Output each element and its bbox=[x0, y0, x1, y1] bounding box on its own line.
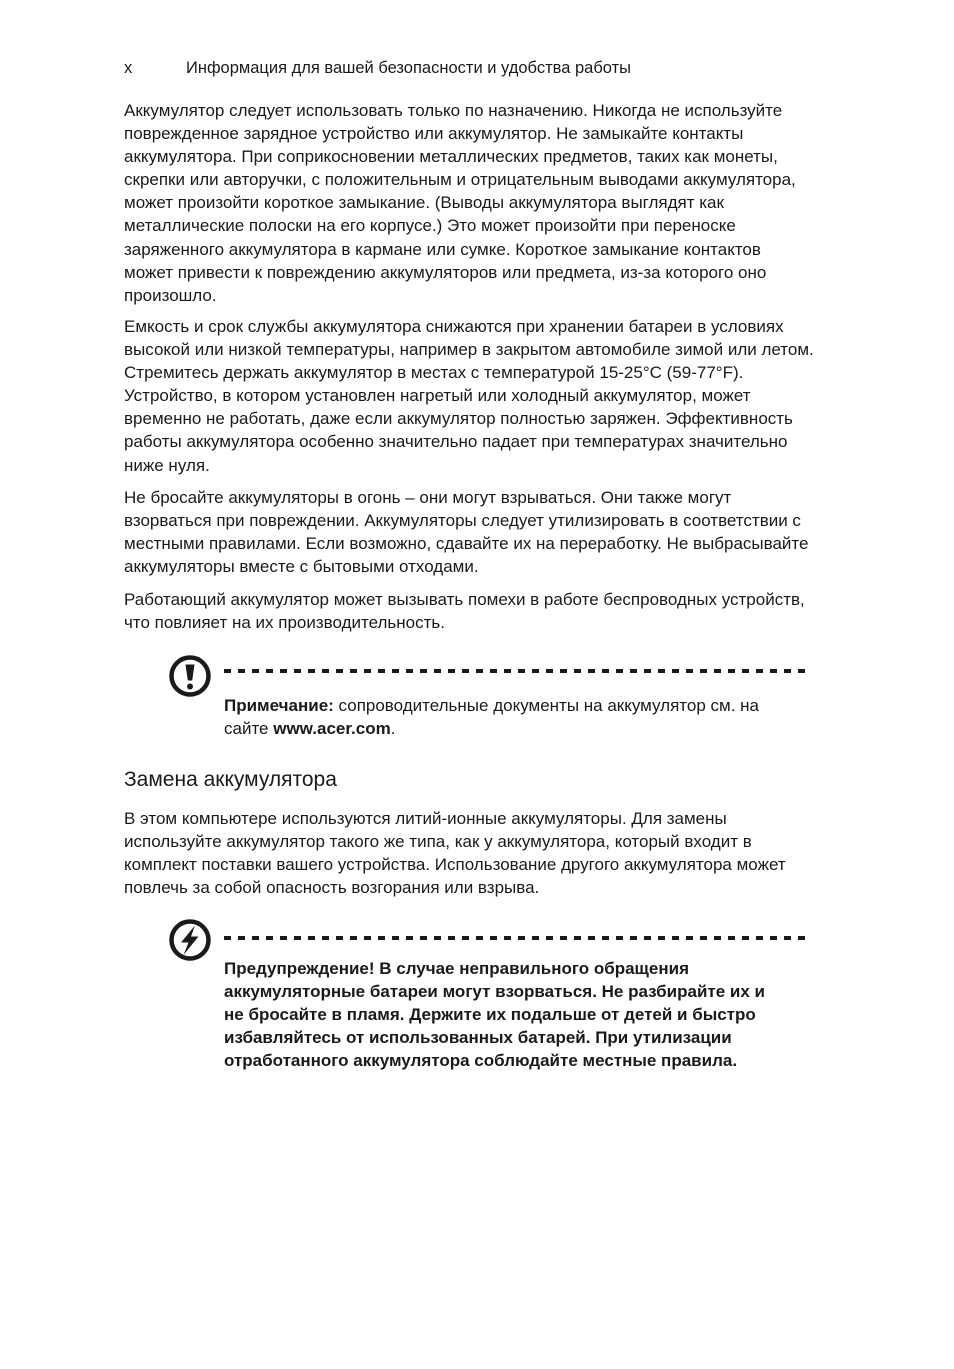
warning-text: Предупреждение! В случае неправильного обращения аккумуляторные батареи могут взорваться. Не разбирайте их и не бросайте в пламя. Держите их подальше от детей и быстро избавляйтесь от использованных батарей. При утилизации отработанного аккумулятора соблюдайте местные правила. bbox=[224, 959, 765, 1071]
note-label: Примечание: bbox=[224, 696, 334, 715]
lightning-bolt-circle-icon bbox=[168, 918, 212, 962]
paragraph-disposal: Не бросайте аккумуляторы в огонь – они могут взрываться. Они также могут взорваться при повреждении. Аккумуляторы следует утилизировать в соответствии с местными правилами. Если возможно, сдавайте их на переработку. Не выбрасывайте аккумуляторы вместе с бытовыми отходами. bbox=[124, 488, 809, 577]
paragraph-short-circuit: Аккумулятор следует использовать только по назначению. Никогда не используйте поврежденное зарядное устройство или аккумулятор. Не замыкайте контакты аккумулятора. При соприкосновении металлических предметов, таких как монеты, скрепки или авторучки, с положительным и отрицательным выводами аккумулятора, может произойти короткое замыкание. (Выводы аккумулятора выглядят как металлические полоски на его корпусе.) Это может произойти при переноске заряженного аккумулятора в кармане или сумке. Короткое замыкание контактов может привести к повреждению аккумуляторов или предмета, из-за которого оно произошло. bbox=[124, 101, 796, 305]
exclamation-circle-icon bbox=[168, 654, 212, 698]
running-title: Информация для вашей безопасности и удобства работы bbox=[186, 59, 632, 77]
note-dashed-rule bbox=[224, 669, 810, 673]
paragraph-replacement: В этом компьютере используются литий-ионные аккумуляторы. Для замены используйте аккумулятор такого же типа, как у аккумулятора, который входит в комплект поставки вашего устройства. Использование другого аккумулятора может повлечь за собой опасность возгорания или взрыва. bbox=[124, 809, 786, 898]
note-end: . bbox=[390, 719, 396, 739]
page-number: x bbox=[124, 59, 133, 77]
note-text bbox=[224, 694, 799, 740]
warning-dashed-rule bbox=[224, 936, 810, 940]
acer-website-link[interactable]: www.acer.com bbox=[273, 719, 391, 739]
section-title: Замена аккумулятора bbox=[124, 768, 337, 791]
paragraph-interference: Работающий аккумулятор может вызывать помехи в работе беспроводных устройств, что повлияет на их производительность. bbox=[124, 590, 805, 633]
paragraph-temperature: Емкость и срок службы аккумулятора снижаются при хранении батареи в условиях высокой или низкой температуры, например в закрытом автомобиле зимой или летом. Стремитесь держать аккумулятор в местах с температурой 15-25°C (59-77°F). Устройство, в котором установлен нагретый или холодный аккумулятор, может временно не работать, даже если аккумулятор полностью заряжен. Эффективность работы аккумулятора особенно значительно падает при температурах значительно ниже нуля. bbox=[124, 317, 814, 475]
note-body: сопроводительные документы на аккумулятор см. на сайте bbox=[224, 696, 759, 739]
